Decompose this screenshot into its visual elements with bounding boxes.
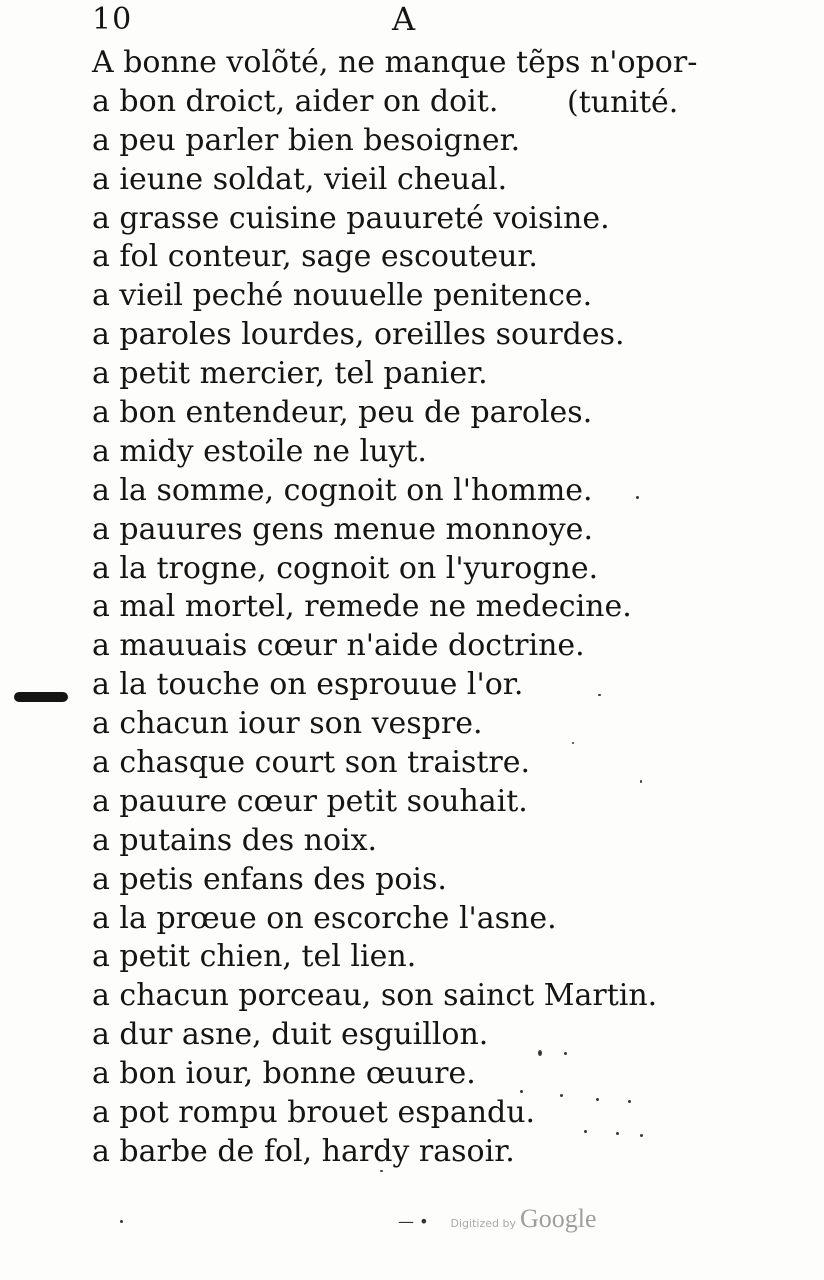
proverb-line: a fol conteur, sage escouteur.: [92, 239, 538, 275]
proverb-line: a chacun iour son vespre.: [92, 706, 483, 742]
proverb-line: a paroles lourdes, oreilles sourdes.: [92, 317, 625, 353]
ink-speck: [596, 1098, 599, 1101]
line-continuation: (tunité.: [567, 85, 679, 120]
proverb-line: a chacun porceau, son sainct Martin.: [92, 978, 658, 1014]
ink-speck: [560, 1094, 563, 1097]
ink-speck: [538, 1050, 542, 1056]
ink-speck: [564, 1052, 567, 1055]
proverb-line: a vieil peché nouuelle penitence.: [92, 278, 593, 314]
margin-marker: [14, 692, 68, 702]
ink-speck: [640, 1134, 643, 1137]
digitization-footer: [398, 1204, 597, 1234]
proverb-line: a pauure cœur petit souhait.: [92, 783, 528, 819]
proverb-line: a bon entendeur, peu de paroles.: [92, 395, 593, 431]
proverb-line: a petis enfans des pois.: [92, 861, 447, 897]
proverb-line: a la trogne, cognoit on l'yurogne.: [92, 550, 599, 586]
proverb-line: a pot rompu brouet espandu.: [92, 1095, 536, 1131]
running-head: A: [392, 0, 416, 38]
digitized-label: Digitized by: [450, 1217, 516, 1230]
proverb-line: a la somme, cognoit on l'homme.: [92, 472, 593, 508]
proverb-line: a ieune soldat, vieil cheual.: [92, 161, 508, 197]
ink-speck: [120, 1220, 123, 1223]
ink-speck: [616, 1132, 619, 1135]
proverb-line: a la touche on esprouue l'or.: [92, 667, 524, 703]
proverb-line: a mal mortel, remede ne medecine.: [92, 589, 632, 625]
ink-speck: [380, 1170, 383, 1172]
ink-speck: [598, 694, 601, 696]
proverb-line: a mauuais cœur n'aide doctrine.: [92, 628, 585, 664]
proverb-line: a petit mercier, tel panier.: [92, 356, 488, 392]
proverb-line: A bonne volõté, ne manque tẽps n'opor-: [92, 45, 698, 80]
footer-dash: — •: [398, 1212, 429, 1231]
proverb-line: a pauures gens menue monnoye.: [92, 511, 593, 547]
proverb-line: a putains des noix.: [92, 822, 378, 858]
ink-speck: [520, 1090, 523, 1093]
proverb-line: a midy estoile ne luyt.: [92, 433, 427, 469]
proverb-line: a grasse cuisine pauureté voisine.: [92, 200, 610, 236]
ink-speck: [628, 1100, 631, 1103]
page-number: 10: [92, 2, 133, 37]
ink-speck: [572, 742, 574, 744]
proverb-line: a peu parler bien besoigner.: [92, 122, 521, 158]
proverb-list: [92, 44, 732, 1172]
proverb-line: a bon iour, bonne œuure.: [92, 1056, 476, 1092]
ink-speck: [636, 496, 639, 499]
google-logo: Google: [519, 1204, 597, 1233]
proverb-line: a bon droict, aider on doit.: [92, 83, 499, 119]
ink-speck: [640, 780, 642, 783]
proverb-line: a dur asne, duit esguillon.: [92, 1017, 489, 1053]
proverb-line: a barbe de fol, hardy rasoir.: [92, 1133, 515, 1169]
proverb-line: a la prœue on escorche l'asne.: [92, 900, 557, 936]
proverb-line: a petit chien, tel lien.: [92, 939, 417, 975]
ink-speck: [584, 1130, 587, 1133]
proverb-line: a chasque court son traistre.: [92, 745, 531, 781]
